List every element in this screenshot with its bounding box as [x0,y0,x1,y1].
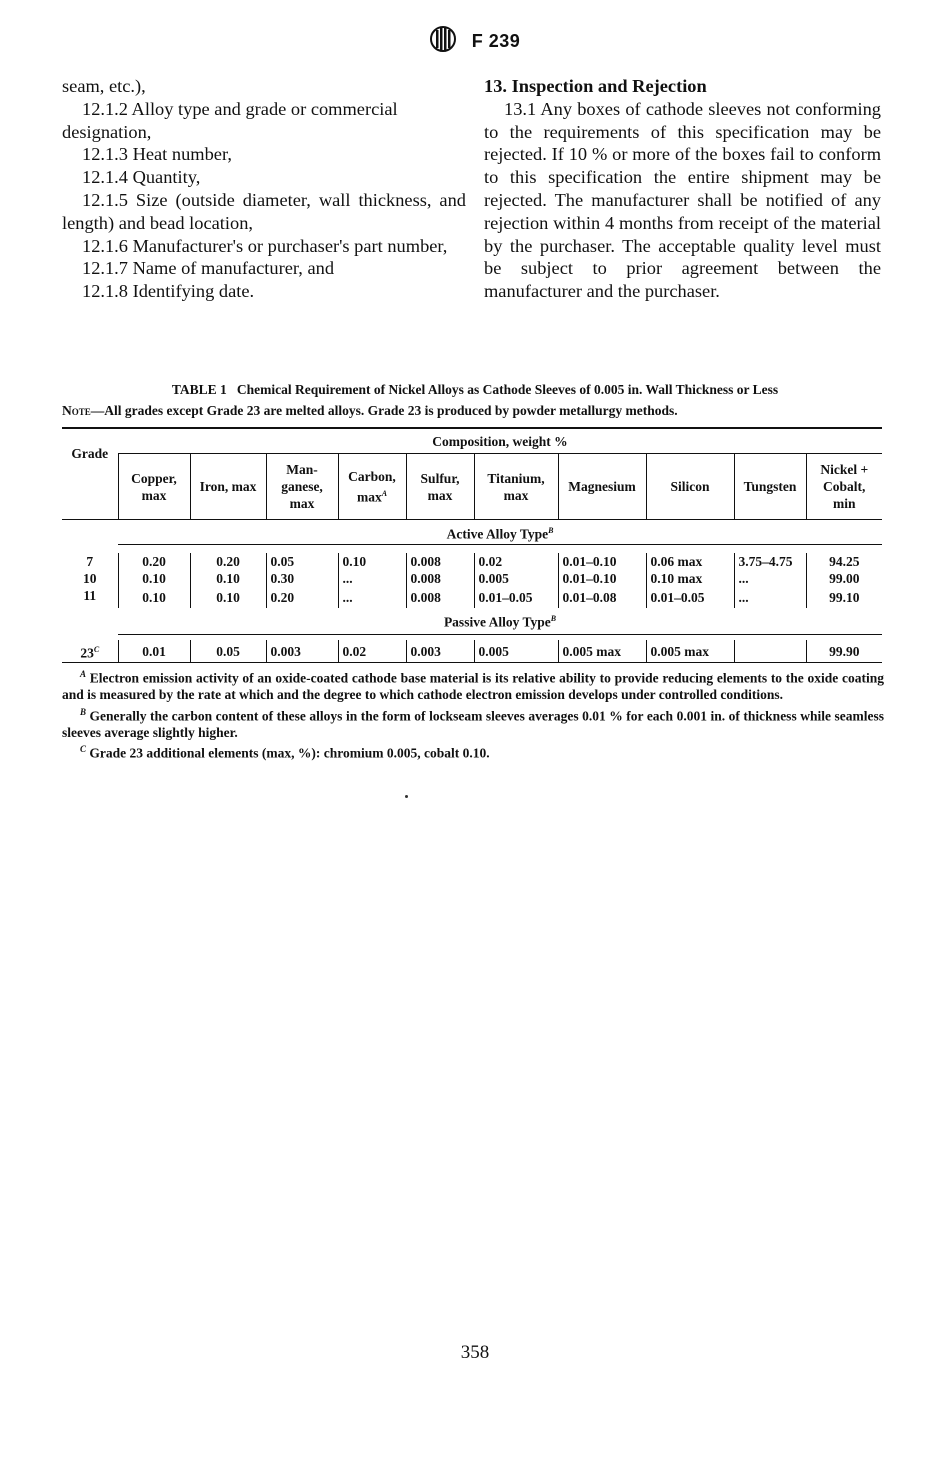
note-label: Note [62,403,91,418]
list-item: 12.1.7 Name of manufacturer, and [82,258,335,279]
column-header-nickel-cobalt: Nickel + Cobalt, min [806,454,882,520]
chemical-requirements-table [62,427,882,663]
section-active-alloy: Active Alloy Type$^B$ [118,520,882,545]
table-note [62,403,884,419]
section-heading: 13. Inspection and Rejection [484,76,707,96]
table-caption [64,382,886,398]
table-row: 7 0.20 0.20 0.05 0.10 0.008 0.02 0.01–0.10 0.06 max 3.75–4.75 94.25 [62,553,882,570]
column-header-iron: Iron, max [190,454,266,520]
table-title: Chemical Requirement of Nickel Alloys as Cathode Sleeves of 0.005 in. Wall Thickness or Less [236,382,779,397]
table-row: $23^C$ 0.01 0.05 0.003 0.02 0.003 0.005 0.005 max 0.005 max 99.90 [62,640,882,663]
standard-designation: F 239 [471,31,521,51]
list-item: 12.1.5 Size (outside diameter, wall thickness, and length) and bead location, [62,189,466,233]
footnote: $^C$ Grade 23 additional elements (max, %): chromium 0.005, cobalt 0.10. [80,744,490,761]
left-column [62,75,466,303]
note-text: —All grades except Grade 23 are melted alloys. Grade 23 is produced by powder metallurgy methods. [90,403,678,418]
column-header-sulfur: Sulfur, max [406,454,474,520]
column-header-manganese: Man- ganese, max [266,454,338,520]
column-header-titanium: Titanium, max [474,454,558,520]
composition-header: Composition, weight % [118,428,882,454]
column-header-copper: Copper, max [118,454,190,520]
section-passive-alloy: Passive Alloy Type$^B$ [118,608,882,635]
table-row: 11 0.10 0.10 0.20 ... 0.008 0.01–0.05 0.01–0.08 0.01–0.05 ... 99.10 [62,587,882,608]
page-header [0,26,950,57]
right-column [484,75,881,303]
list-item: 12.1.2 Alloy type and grade or commercial designation, [62,98,398,142]
list-item: 12.1.3 Heat number, [82,144,232,165]
column-header-tungsten: Tungsten [734,454,806,520]
table-row: 10 0.10 0.10 0.30 ... 0.008 0.005 0.01–0.10 0.10 max ... 99.00 [62,570,882,587]
column-header-carbon: Carbon, $\max^A$ [338,454,406,520]
column-header-silicon: Silicon [646,454,734,520]
footnote: $^B$ Generally the carbon content of these alloys in the form of lockseam sleeves averages 0.01 % for each 0.001 in. of thickness while seamless sleeves average slightly higher. [62,706,884,740]
grade-header: Grade [62,428,118,520]
speck-mark [405,795,408,798]
table-label: TABLE 1 [171,382,227,397]
astm-logo-icon [430,26,456,57]
page-number: 358 [460,1342,490,1363]
footnote: $^A$ Electron emission activity of an oxide-coated cathode base material is its relative ability to provide reducing elements to the oxide coating and is measured by the rate at which and the degree to which cathode electron emission develops under controlled conditions. [62,669,884,702]
text-line: seam, etc.), [62,76,146,96]
section-paragraph: 13.1 Any boxes of cathode sleeves not conforming to the requirements of this specification may be rejected. If 10 % or more of the boxes fail to conform to this specification the entire shipment may be rejected. The manufacturer shall be notified of any rejection within 4 months from receipt of the material by the purchaser. The acceptable quality level must be subject to prior agreement between the manufacturer and the purchaser. [484,98,881,302]
list-item: 12.1.8 Identifying date. [82,281,255,302]
table-footnotes [62,666,884,762]
column-header-magnesium: Magnesium [558,454,646,520]
list-item: 12.1.6 Manufacturer's or purchaser's part number, [82,235,448,256]
list-item: 12.1.4 Quantity, [82,167,201,188]
